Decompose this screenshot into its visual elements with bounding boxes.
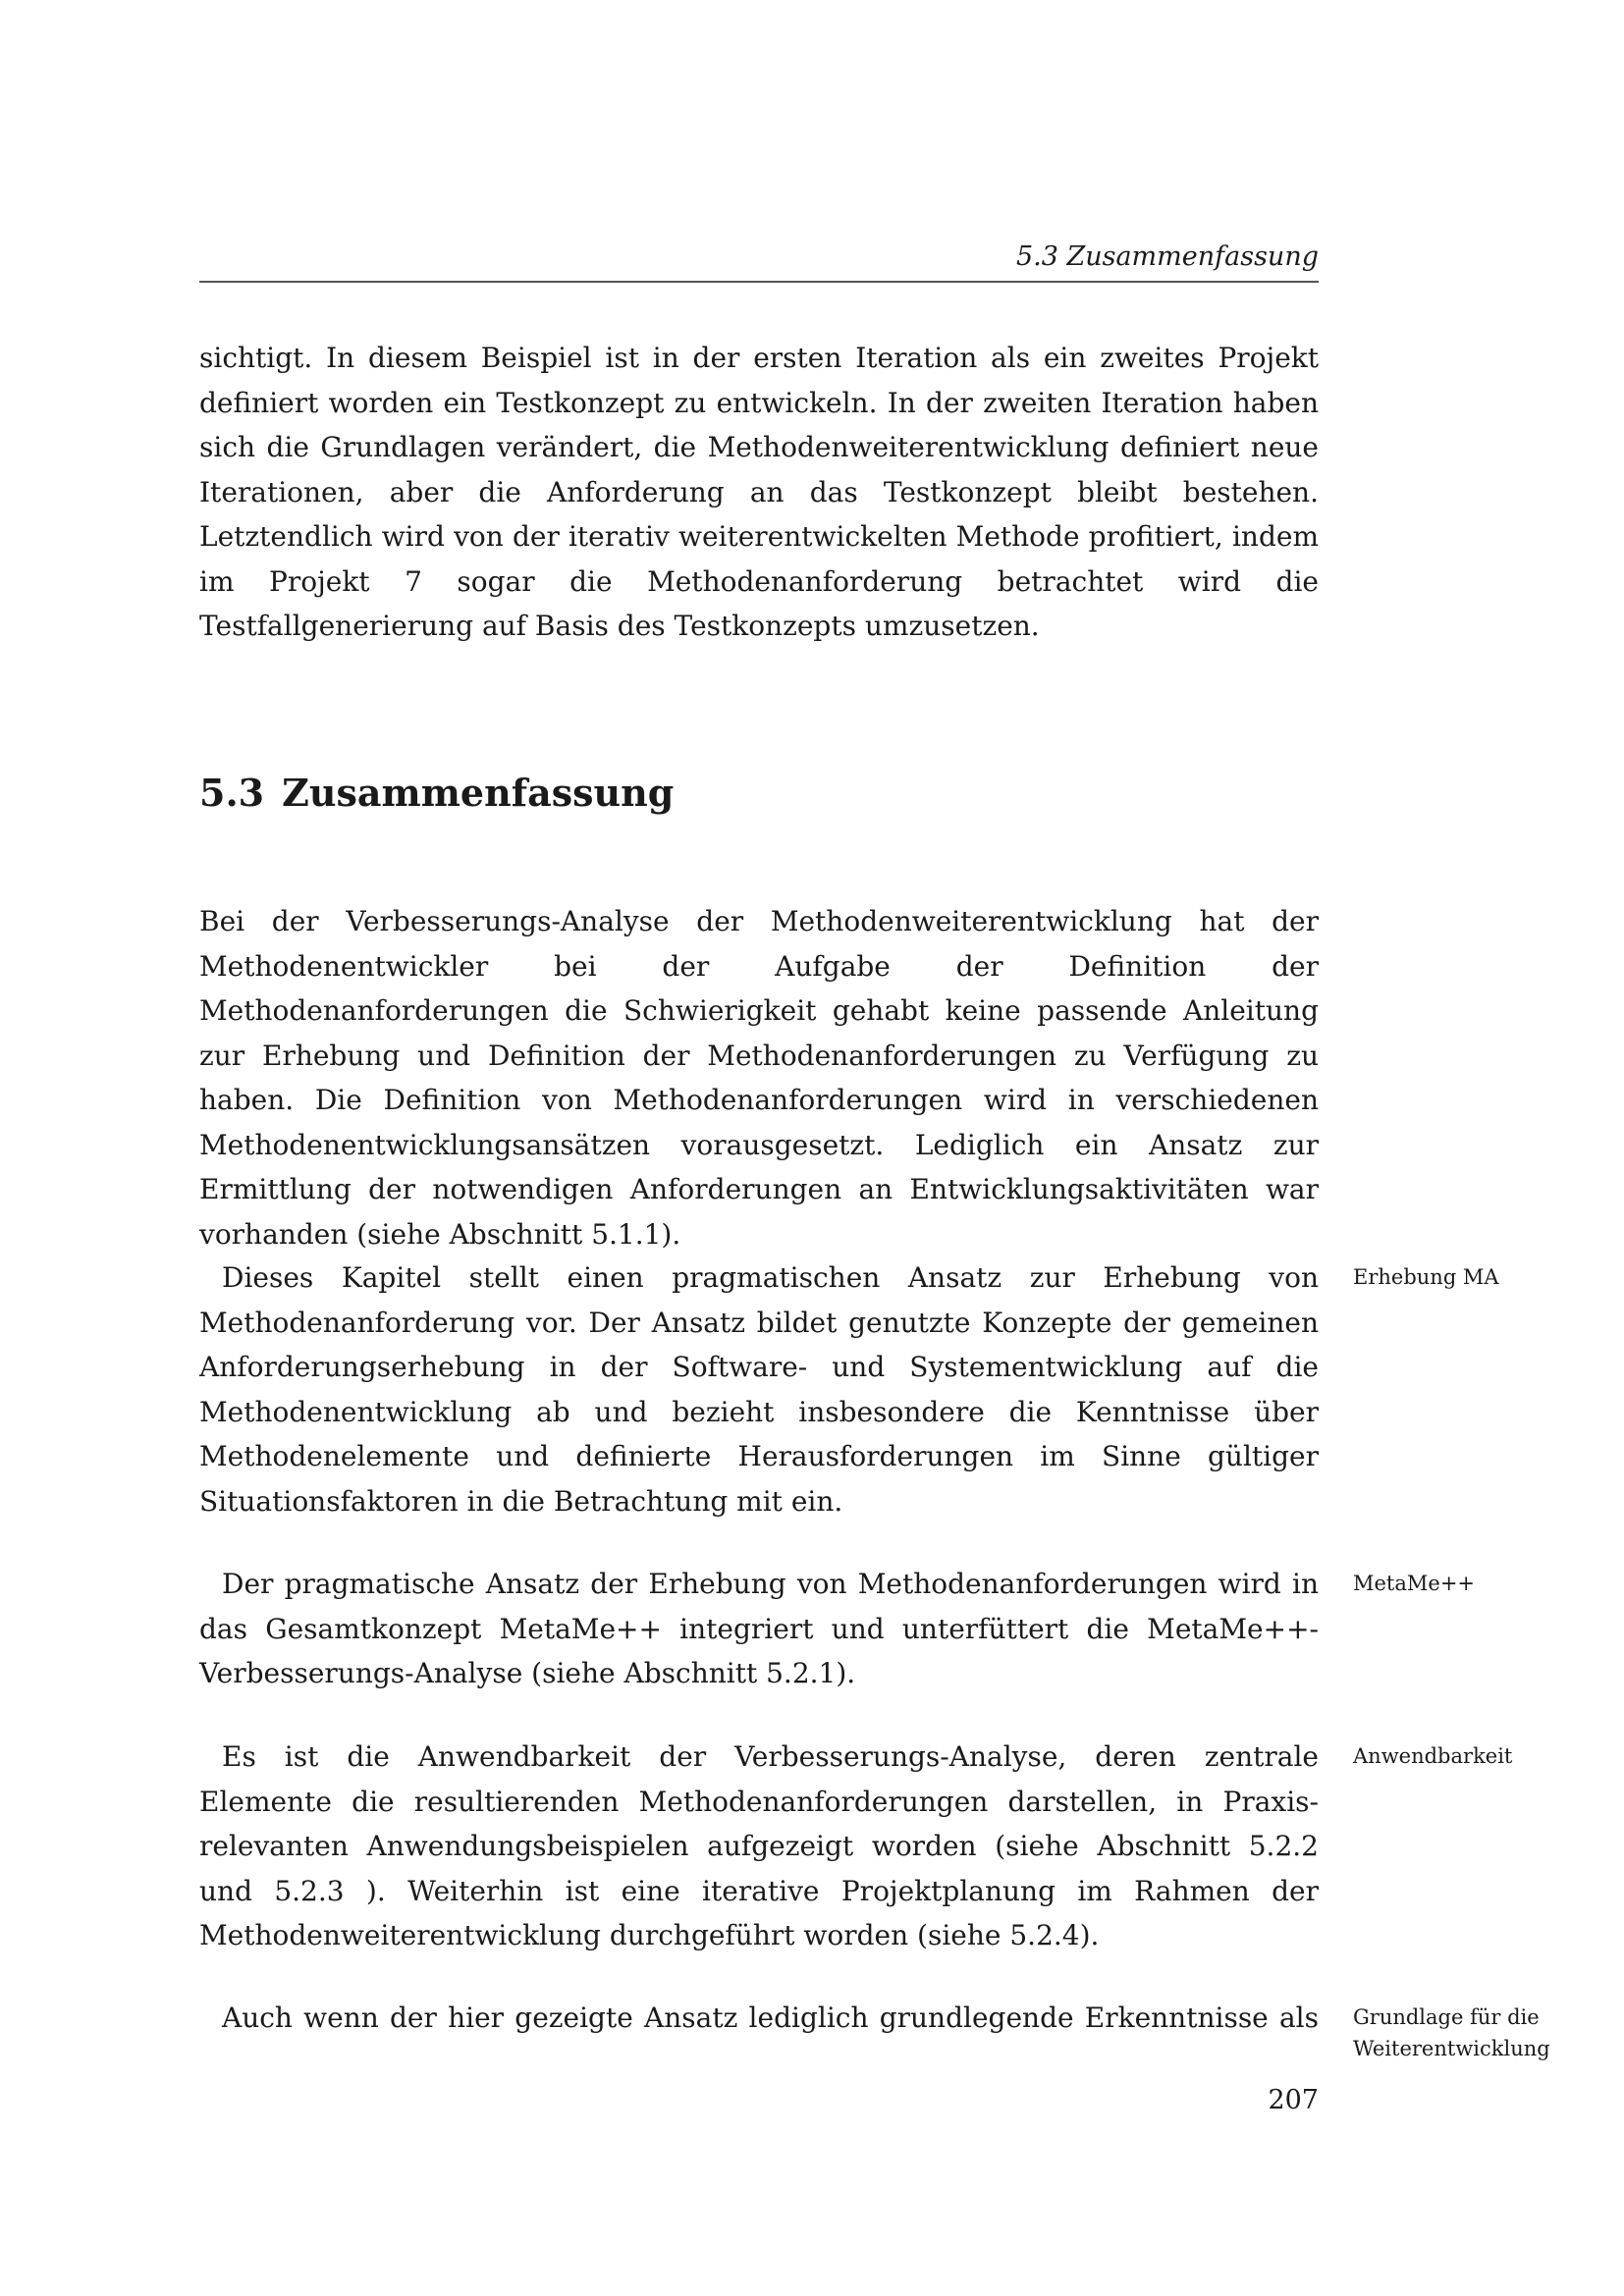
running-header: [199, 241, 1319, 283]
running-title: 5.3 Zusammenfassung: [1015, 241, 1319, 272]
margin-note-grundlage: Grundlage für die Weiterentwicklung: [1353, 2005, 1550, 2060]
margin-note-erhebung: Erhebung MA: [1353, 1265, 1499, 1289]
section-number: 5.3: [199, 771, 265, 815]
paragraph-metame: Der pragmatische Ansatz der Erhebung von Methodenanforderungen wird in das Gesamtkonzept MetaMe++ integriert und unterfüttert die MetaMe++-Verbesserungs-Analyse (siehe Abschnitt 5.2.1).: [199, 1568, 1319, 1689]
margin-note-metame: MetaMe++: [1353, 1572, 1476, 1595]
paragraph-approach: Dieses Kapitel stellt einen pragmatischen Ansatz zur Erhebung von Methodenanforderung vor. Der Ansatz bildet genutzte Konzepte der gemeinen Anforderungserhebung in der Software- und Systementwicklung auf die Methodenentwicklung ab und bezieht insbesondere die Kenntnisse über Methodenelemente und definierte Herausforderungen im Sinne gültiger Situationsfaktoren in die Betrachtung mit ein.: [199, 1261, 1319, 1518]
paragraph-outlook: Auch wenn der hier gezeigte Ansatz lediglich grundlegende Erkenntnisse als: [222, 2002, 1319, 2034]
margin-note-anwendbarkeit: Anwendbarkeit: [1353, 1744, 1513, 1768]
paragraph-problem: Bei der Verbesserungs-Analyse der Methodenweiterentwicklung hat der Methodenentwickler bei der Aufgabe der Definition der Methodenanforderungen die Schwierigkeit gehabt keine passende Anleitung zur Erhebung und Definition der Methodenanforderungen zu Verfügung zu haben. Die Definition von Methodenanforderungen wird in verschiedenen Methodenentwicklungsansätzen vorausgesetzt. Lediglich ein Ansatz zur Ermittlung der notwendigen Anforderungen an Entwicklungsaktivitäten war vorhanden (siehe Abschnitt 5.1.1).: [199, 905, 1319, 1251]
section-heading: [199, 771, 674, 815]
paragraph-applicability: Es ist die Anwendbarkeit der Verbesserungs-Analyse, deren zentrale Elemente die resultierenden Methodenanforderungen darstellen, in Praxis-relevanten Anwendungsbeispielen aufgezeigt worden (siehe Abschnitt 5.2.2 und 5.2.3 ). Weiterhin ist eine iterative Projektplanung im Rahmen der Methodenweiterentwicklung durchgeführt worden (siehe 5.2.4).: [199, 1740, 1319, 1951]
section-title: Zusammenfassung: [282, 771, 675, 815]
intro-paragraph: sichtigt. In diesem Beispiel ist in der ersten Iteration als ein zweites Projekt definiert worden ein Testkonzept zu entwickeln. In der zweiten Iteration haben sich die Grundlagen verändert, die Methodenweiterentwicklung definiert neue Iterationen, aber die Anforderung an das Testkonzept bleibt bestehen. Letztendlich wird von der iterativ weiterentwickelten Methode profitiert, indem im Projekt 7 sogar die Methodenanforderung betrachtet wird die Testfallgenerierung auf Basis des Testkonzepts umzusetzen.: [199, 342, 1319, 642]
page-number: 207: [1268, 2085, 1319, 2115]
